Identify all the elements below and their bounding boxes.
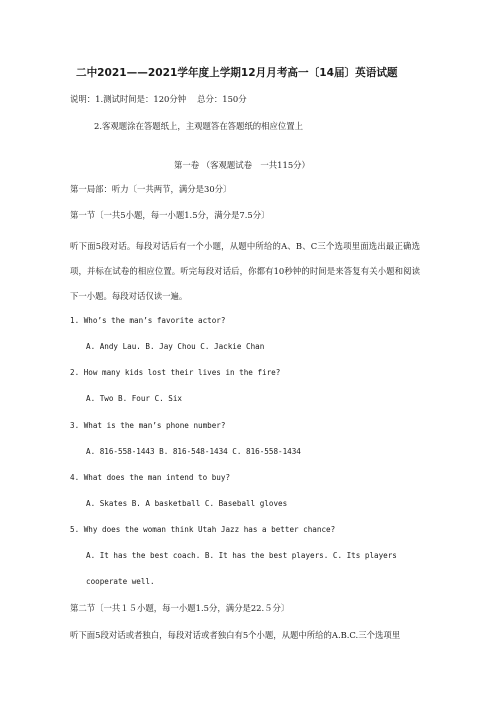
question-1-options: A. Andy Lau. B. Jay Chou C. Jackie Chan — [86, 342, 265, 351]
section1-heading: 第一节〔一共5小题，每一小题1.5分，满分是7.5分〕 — [70, 210, 270, 220]
question-5: 5. Why does the woman think Utah Jazz has a better chance? — [70, 525, 336, 534]
question-2-options: A. Two B. Four C. Six — [86, 394, 183, 403]
question-4-options: A. Skates B. A basketball C. Baseball gloves — [86, 499, 288, 508]
question-3: 3. What is the man’s phone number? — [70, 421, 226, 430]
notes-line-1: 说明：1.测试时间是：120分钟 总分：150分 — [70, 94, 247, 104]
question-4: 4. What does the man intend to buy? — [70, 473, 231, 482]
question-5-options: A. It has the best coach. B. It has the best players. C. Its players — [86, 551, 397, 560]
section2-heading: 第二节〔一共１５小题，每一小题1.5分，满分是22.５分〕 — [70, 603, 290, 613]
volume-heading: 第一卷 （客观题试卷 一共115分） — [174, 160, 310, 170]
document-title: 二中2021——2021学年度上学期12月月考高一〔14届〕英语试题 — [76, 67, 398, 79]
section1-instructions: 听下面5段对话。每段对话后有一个小题，从题中所给的A、B、C三个选项里面选出最正确选项，并标在试卷的相应位置。听完每段对话后，你都有10秒钟的时间是来答复有关小题和阅读下一小题。每段对话仅读一遍。 — [70, 241, 420, 301]
section2-instructions: 听下面5段对话或者独白，每段对话或者独白有5个小题，从题中所给的A.B.C.三个选项里 — [70, 630, 401, 640]
question-3-options: A. 816-558-1443 B. 816-548-1434 C. 816-558-1434 — [86, 447, 301, 456]
part-heading: 第一局部：听力〔一共两节，满分是30分〕 — [70, 184, 232, 194]
question-1: 1. Who’s the man’s favorite actor? — [70, 316, 226, 325]
question-5-options-continued: cooperate well. — [86, 577, 155, 586]
notes-line-2: 2.客观题涂在答题纸上，主观题答在答题纸的相应位置上 — [94, 121, 303, 131]
question-2: 2. How many kids lost their lives in the fire? — [70, 368, 281, 377]
